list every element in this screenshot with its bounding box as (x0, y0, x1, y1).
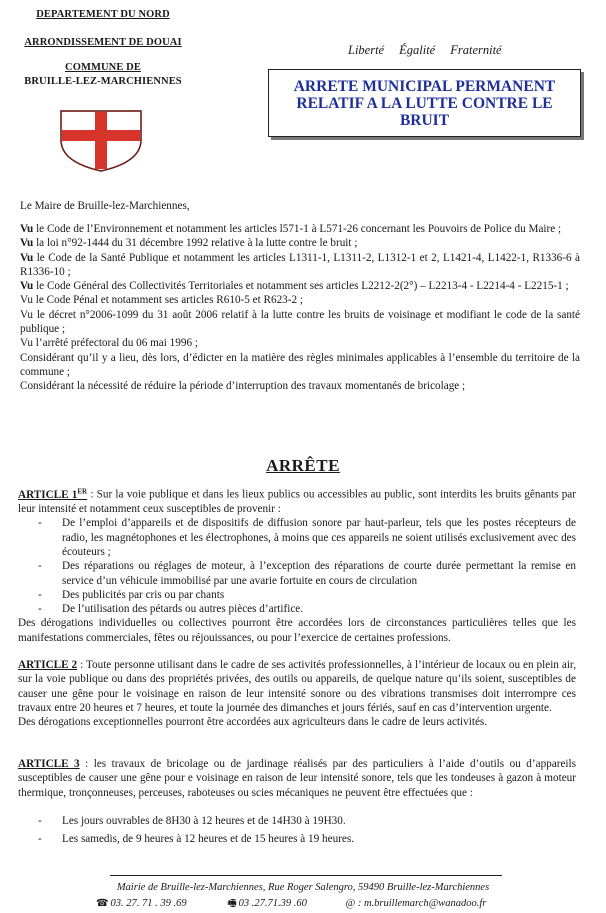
footer-divider (110, 875, 502, 876)
article-3: ARTICLE 3 : les travaux de bricolage ou de jardinage réalisés par des particuliers à l’aide d’outils ou d’appareils susceptibles de causer une gêne pour e voisinage en raison de leur intensité sonore, tels que les tondeuses à gazon à moteur thermique, tronçonneuses, perceuses, raboteuses ou scies mécaniques ne peuvent être effectuées que : - Les jours ouvrables de 8H30 à 12 heures et de 14H30 à 19H30. - Les samedis, de 9 heures à 12 heures et de 15 heures à 19 heures. (18, 757, 576, 846)
consideration-item: Considérant qu’il y a lieu, dès lors, d’édicter en la matière des règles minimales applicables à l’ensemble du territoire de la commune ; (20, 351, 580, 378)
consideration-item: Vu l’arrêté préfectoral du 06 mai 1996 ; (20, 337, 198, 350)
article-2-derogations: Des dérogations exceptionnelles pourront être accordées aux agriculteurs dans le cadre de leurs activités. (18, 716, 488, 729)
footer-phone: 03. 27. 71 . 39 .69 (110, 898, 187, 909)
telephone-icon: ☎ (96, 898, 109, 909)
list-item: - Des réparations ou réglages de moteur, à l’exception des réparations de courte durée permettant la remise en service d’un véhicule immobilisé par une avarie fortuite en cours de circulation (18, 559, 576, 588)
arrete-heading: ARRÊTE (266, 456, 340, 475)
consideration-item: Vu la loi n°92-1444 du 31 décembre 1992 relative à la lutte contre le bruit ; (20, 237, 358, 250)
list-item: - Les jours ouvrables de 8H30 à 12 heures et de 14H30 à 19H30. (18, 814, 576, 828)
arrondissement-label: ARRONDISSEMENT DE DOUAI (24, 37, 182, 48)
commune-label: COMMUNE DE (65, 62, 141, 73)
article-1-heading: ARTICLE 1ER (18, 487, 88, 501)
list-item: - De l’utilisation des pétards ou autres pièces d’artifice. (18, 602, 576, 616)
list-item: - De l’emploi d’appareils et de dispositifs de diffusion sonore par haut-parleur, tels que les postes récepteurs de radio, les magnétophones et les électrophones, à moins que ces appareils ne soient utilisés exclusivement avec des écouteurs ; (18, 516, 576, 559)
list-item: - Les samedis, de 9 heures à 12 heures et de 15 heures à 19 heures. (18, 832, 576, 846)
commune-name: BRUILLE-LEZ-MARCHIENNES (24, 76, 182, 87)
consideration-item: Vu le Code Pénal et notamment ses articles R610-5 et R623-2 ; (20, 294, 303, 307)
article-1-items (18, 516, 576, 616)
list-item: - Des publicités par cris ou par chants (18, 588, 576, 602)
article-3-heading: ARTICLE 3 (18, 758, 80, 770)
fax-icon: 🖷 (227, 898, 237, 909)
considerations-list (20, 222, 580, 394)
article-2-heading: ARTICLE 2 (18, 659, 78, 671)
footer-address: Mairie de Bruille-lez-Marchiennes, Rue Roger Salengro, 59490 Bruille-lez-Marchiennes (116, 882, 490, 893)
consideration-item: Vu le Code de la Santé Publique et notamment les articles L1311-1, L1311-2, L1312-1 et 2, L1421-4, L1422-1, R1336-6 à R1336-10 ; (20, 251, 580, 278)
consideration-item: Vu le Code de l’Environnement et notamment les articles l571-1 à L571-26 concernant les Pouvoirs de Police du Maire ; (20, 223, 562, 235)
footer-contacts (96, 896, 486, 913)
article-3-items (18, 814, 576, 847)
article-1-derogations: Des dérogations individuelles ou collectives pourront être accordées lors de circonstances particulières telles que les manifestations commerciales, fêtes ou réjouissances, ou pour l’exercice de certaines professions. (18, 617, 576, 644)
consideration-item: Considérant la nécessité de réduire la période d’interruption des travaux momentanés de bricolage ; (20, 380, 466, 393)
email-label: @ : (345, 898, 362, 909)
document-title: ARRETE MUNICIPAL PERMANENT RELATIF A LA LUTTE CONTRE LE BRUIT (268, 69, 581, 137)
consideration-item: Vu le décret n°2006-1099 du 31 août 2006 relatif à la lutte contre les bruits de voisinage et modifiant le code de la santé publique ; (20, 308, 580, 336)
footer-email[interactable]: m.bruillemarch@wanadoo.fr (363, 898, 487, 909)
article-1: ARTICLE 1ER : Sur la voie publique et dans les lieux publics ou accessibles au public, sont interdits les bruits gênants par leur intensité et notamment ceux susceptibles de provenir : - De l’emploi d’appareils et de dispositifs de diffusion sonore par haut-parleur, tels que les postes récepteurs de radio, les magnétophones et les électrophones, à moins que ces appareils ne soient utilisés exclusivement avec des écouteurs ; - Des réparations ou réglages de moteur, à l’exception des réparations de courte durée permettant la remise en service d’un véhicule immobilisé par une avarie fortuite en cours de circulation - Des publicités par cris ou par chants - De l’utilisation des pétards ou autres pièces d’artifice. Des dérogations individuelles ou collectives pourront être accordées lors de circonstances particulières telles que les manifestations commerciales, fêtes ou réjouissances, ou pour l’exercice de certaines professions. (18, 484, 576, 645)
footer-fax: 03 .27.71.39 .60 (238, 898, 307, 909)
article-2: ARTICLE 2 : Toute personne utilisant dans le cadre de ses activités professionnelles, à l’intérieur de locaux ou en plein air, sur la voie publique ou dans des propriétés privées, des outils ou appareils, de quelque nature qu’ils soient, susceptibles de causer une gêne pour le voisinage en raison de leur intensité sonore ou des vibrations transmises doit interrompre ces travaux entre 20 heures et 7 heures, et toute la journée des dimanches et jours fériés, sauf en cas d’intervention urgente. Des dérogations exceptionnelles pourront être accordées aux agriculteurs dans le cadre de leurs activités. (18, 659, 577, 729)
department-label: DEPARTEMENT DU NORD (36, 9, 170, 20)
consideration-item: Vu le Code Général des Collectivités Territoriales et notamment ses articles L2212-2(2°) – L2213-4 - L2214-4 - L2215-1 ; (20, 280, 569, 293)
coat-of-arms-icon (60, 110, 142, 172)
motto: Liberté Égalité Fraternité (348, 43, 502, 57)
intro-line: Le Maire de Bruille-lez-Marchiennes, (20, 200, 190, 212)
